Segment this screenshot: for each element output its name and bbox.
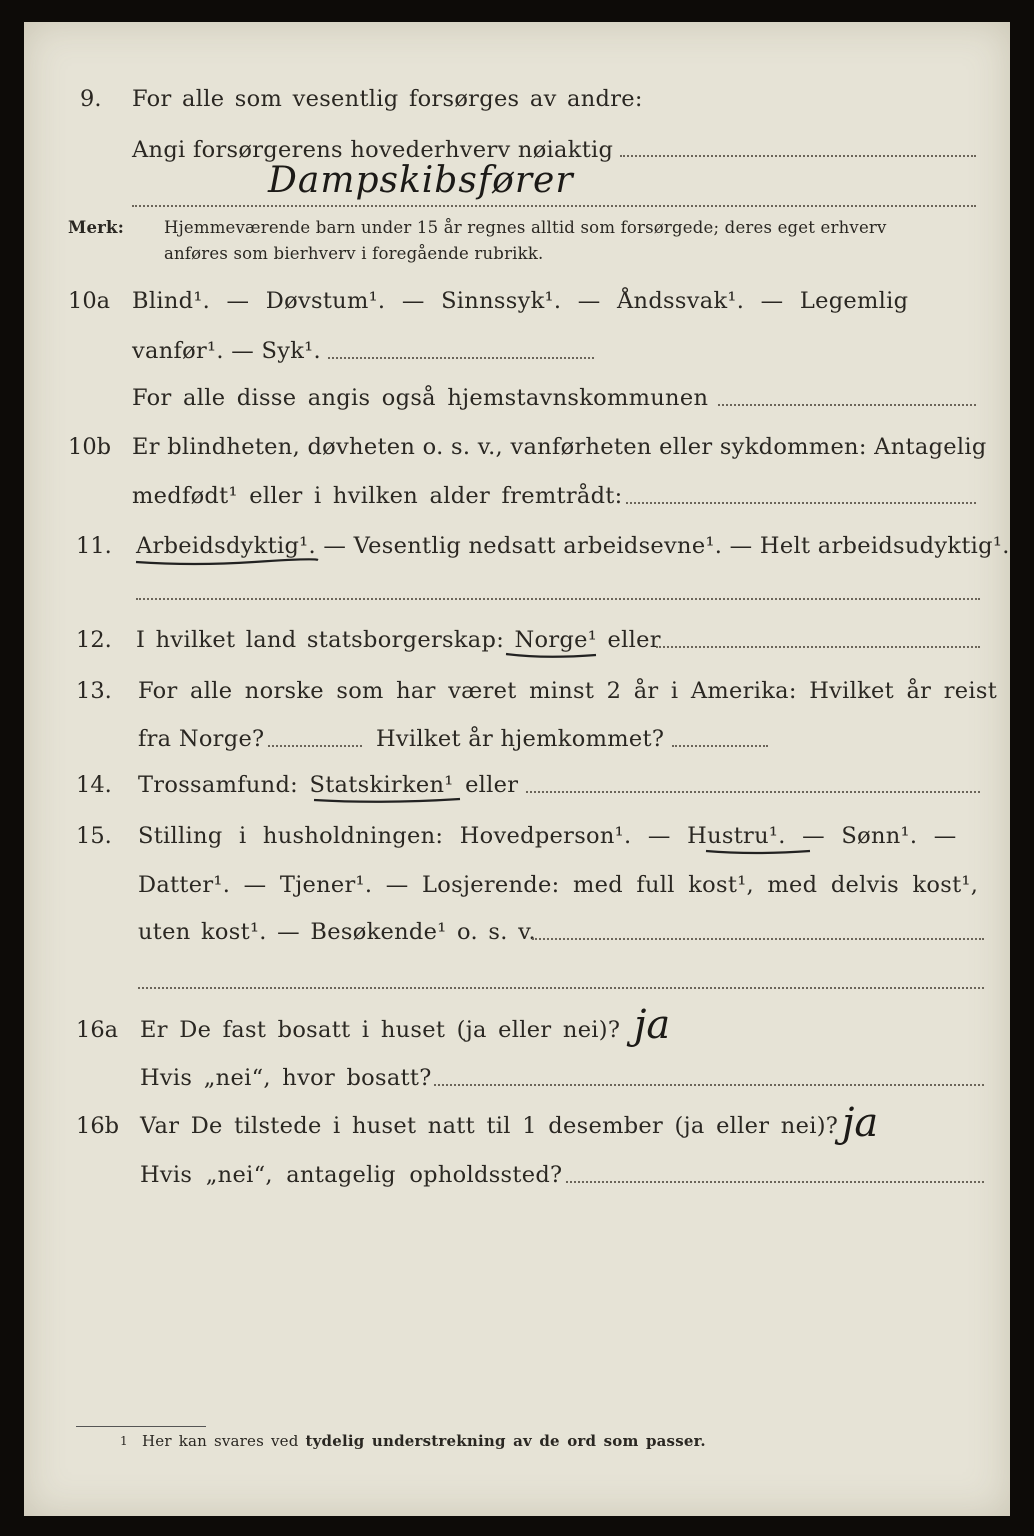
q13-part1: fra Norge? — [138, 726, 265, 752]
footnote-mark: 1 — [120, 1434, 128, 1448]
q14-eller: eller — [465, 772, 519, 798]
q15-underline-mark — [704, 846, 812, 858]
q13-reist-dots — [268, 745, 362, 747]
q11-number: 11. — [76, 533, 112, 559]
q15-line2: Datter¹. — Tjener¹. — Losjerende: med full kost¹, med delvis kost¹, — [138, 872, 979, 898]
q16b-line2: Hvis „nei“, antagelig opholdssted? — [140, 1162, 563, 1188]
q16b-dots — [566, 1181, 984, 1183]
q14-dots — [526, 791, 980, 793]
merk-line2: anføres som bierhverv i foregående rubrikk. — [164, 244, 544, 263]
q12-option-norge[interactable]: Norge¹ — [514, 627, 598, 653]
q11-rest: — Vesentlig nedsatt arbeidsevne¹. — Helt arbeidsudyktig¹. — [315, 533, 1010, 559]
q15-line1 — [138, 823, 957, 849]
q9-line1: For alle som vesentlig forsørges av andre: — [132, 86, 643, 112]
q15-option-hustru[interactable]: Hustru¹. — [687, 823, 786, 849]
q9-answer-dots — [620, 155, 976, 157]
q16a-line2: Hvis „nei“, hvor bosatt? — [140, 1065, 432, 1091]
q15-dots-2 — [138, 987, 984, 989]
footnote-pre: Her kan svares ved — [142, 1432, 299, 1450]
q15-question: Stilling i husholdningen: Hovedperson¹. — — [138, 823, 671, 849]
q9-number: 9. — [80, 86, 102, 112]
q13-part2: Hvilket år hjemkommet? — [376, 726, 665, 752]
q14-option-statskirken[interactable]: Statskirken¹ — [309, 772, 454, 798]
q10a-syk-dots — [328, 357, 594, 359]
q16a-dots — [434, 1084, 984, 1086]
q13-line1: For alle norske som har været minst 2 år i Amerika: Hvilket år reist — [138, 678, 998, 704]
q13-number: 13. — [76, 678, 112, 704]
q12-number: 12. — [76, 627, 112, 653]
merk-label: Merk: — [68, 218, 124, 237]
q10b-dots — [626, 502, 976, 504]
q12-dots — [656, 646, 980, 648]
q9-answer-dots-2 — [132, 205, 976, 207]
q12-question: I hvilket land statsborgerskap: — [136, 627, 505, 653]
q10a-line3: For alle disse angis også hjemstavnskommunen — [132, 385, 709, 411]
q10a-hjemstavn-dots — [718, 404, 976, 406]
q10a-line2: vanfør¹. — Syk¹. — [132, 338, 321, 364]
footnote-rule — [76, 1426, 206, 1427]
q15-line3: uten kost¹. — Besøkende¹ o. s. v. — [138, 919, 536, 945]
q15-dots — [532, 938, 984, 940]
q10b-number: 10b — [68, 434, 112, 460]
q12-underline-mark — [504, 650, 598, 662]
footnote-bold: tydelig understrekning av de ord som passer. — [305, 1432, 706, 1450]
q14-number: 14. — [76, 772, 112, 798]
footnote-text — [142, 1432, 706, 1450]
q11-dots — [136, 598, 980, 600]
q16b-handwritten-answer: ja — [842, 1100, 879, 1146]
q9-line2: Angi forsørgerens hovederhverv nøiaktig — [132, 137, 614, 163]
q12-eller: eller — [607, 627, 661, 653]
q16a-handwritten-answer: ja — [634, 1002, 671, 1048]
q14-question: Trossamfund: — [138, 772, 299, 798]
q16a-number: 16a — [76, 1017, 119, 1043]
q16b-line1: Var De tilstede i huset natt til 1 desember (ja eller nei)? — [140, 1113, 839, 1139]
q10b-line1: Er blindheten, døvheten o. s. v., vanførheten eller sykdommen: Antagelig — [132, 434, 987, 460]
q13-hjemkommet-dots — [672, 745, 768, 747]
q9-handwritten-answer: Dampskibsfører — [268, 160, 574, 201]
q16b-number: 16b — [76, 1113, 120, 1139]
q15-number: 15. — [76, 823, 112, 849]
q11-option-arbeidsdyktig[interactable]: Arbeidsdyktig¹. — [136, 533, 316, 559]
q16a-line1: Er De fast bosatt i huset (ja eller nei)? — [140, 1017, 621, 1043]
q15-rest: — Sønn¹. — — [802, 823, 957, 849]
q10a-number: 10a — [68, 288, 111, 314]
q11-underline-mark — [134, 556, 320, 568]
merk-line1: Hjemmeværende barn under 15 år regnes alltid som forsørgede; deres eget erhverv — [164, 218, 887, 237]
q14-underline-mark — [312, 794, 462, 806]
q10a-line1: Blind¹. — Døvstum¹. — Sinnssyk¹. — Åndssvak¹. — Legemlig — [132, 288, 909, 314]
q10b-line2: medfødt¹ eller i hvilken alder fremtrådt: — [132, 483, 623, 509]
